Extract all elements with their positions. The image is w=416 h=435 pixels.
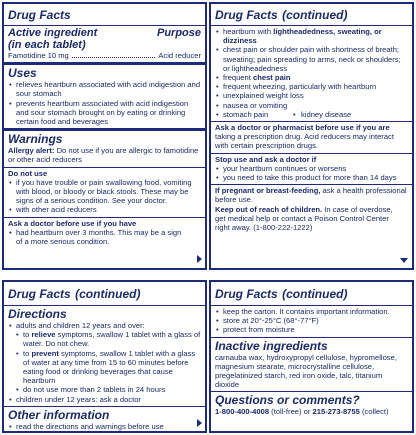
list-item: • with other acid reducers [16,205,201,214]
continue-arrow-icon [400,258,408,263]
list-item: • had heartburn over 3 months. This may be a sign of a more serious condition. [16,228,201,246]
panel-title [4,282,205,306]
drug-facts-title: Drug Facts [215,8,278,22]
continued-label: (continued) [75,287,141,301]
storage-list [215,307,408,335]
continue-arrow-icon [197,255,202,263]
list-item: • prevents heartburn associated with acid indigestion and sour stomach brought on by eating or drinking certain food and beverages [16,99,201,127]
list-item: • heartburn with lightheadedness, sweating, or dizziness [223,27,408,45]
list-item: • frequent chest pain [223,73,408,82]
other-info-header: Other information [8,407,110,422]
list-item: • chest pain or shoulder pain with shortness of breath; sweating; pain spreading to arms, neck or shoulders; or lightheadedness [223,45,408,73]
leader-dots [72,57,156,58]
list-item: • protect from moisture [223,325,408,334]
inactive-ingredients-text: carnauba wax, hydroxypropyl cellulose, hypromellose, magnesium stearate, microcrystalline cellulose, pregelatinized starch, red iron oxide, talc, titanium dioxide [215,352,397,390]
other-info-section [4,407,205,433]
list-item: • if you have trouble or pain swallowing food, vomiting with blood, or bloody or black stools. These may be signs of a serious condition. See your doctor. [16,178,201,206]
panel-title [211,4,412,26]
phone-collect: 215-273-8755 [312,407,360,417]
pregnancy-section: If pregnant or breast-feeding, ask a health professional before use. Keep out of reach of children. In case of overdose, get medical help or contact a Poison Control Center right away. (1-800-222-1222) [215,186,407,233]
stop-use-section [211,154,412,186]
drug-facts-panel-1 [2,2,207,270]
ingredient-name: Famotidine 10 mg [8,51,69,60]
ingredient-purpose: Acid reducer [158,51,201,60]
symptoms-list [215,27,408,119]
uses-header: Uses [8,66,37,81]
drug-facts-title: Drug Facts [215,287,278,301]
list-item: • frequent wheezing, particularly with heartburn [223,82,408,91]
list-item: • store at 20°-25°C (68°-77°F) [223,316,408,325]
ask-doctor-list [8,228,201,246]
drug-facts-panel-3 [2,280,207,433]
list-item: • children under 12 years: ask a doctor [16,395,201,404]
questions-header: Questions or comments? [215,393,360,408]
inactive-ingredients-section [211,338,412,393]
list-item: • read the directions and warnings before use [16,422,201,431]
active-ingredient-section [4,26,205,65]
allergy-alert: Allergy alert: Do not use if you are allergic to famotidine or other acid reducers [8,146,199,165]
uses-list [8,80,201,126]
warnings-section [4,131,205,167]
ask-doctor-header: Ask a doctor before use if you have [8,218,137,228]
do-not-use-section [4,168,205,218]
storage-section [211,306,412,338]
list-item: • to relieve symptoms, swallow 1 tablet with a glass of water. Do not chew. [23,330,201,348]
drug-facts-panel-4 [209,280,414,433]
kidney-disease-item: • kidney disease [293,109,352,119]
list-item: • your heartburn continues or worsens [223,164,408,173]
panel-title [4,4,205,26]
do-not-use-header: Do not use [8,168,48,178]
do-not-use-list [8,178,201,215]
warnings-header: Warnings [8,132,63,147]
questions-section [211,392,412,418]
continued-label: (continued) [282,8,348,22]
active-ingredient-sub: (in each tablet) [8,39,86,51]
continued-label: (continued) [282,287,348,301]
keep-out-of-reach: Keep out of reach of children. In case of overdose, get medical help or contact a Poison Control Center right away. (1-800-222-1222) [215,204,393,233]
drug-facts-panel-2 [209,2,414,270]
list-item: • keep the carton. It contains important information. [223,307,408,316]
inactive-ingredients-header: Inactive ingredients [215,338,328,353]
directions-section [4,306,205,407]
ask-pharmacist-section: Ask a doctor or pharmacist before use if you are taking a prescription drug. Acid reducers may interact with certain prescription drugs. [211,122,412,154]
stop-use-list [215,164,408,182]
list-item: • relieves heartburn associated with acid indigestion and sour stomach [16,80,201,98]
directions-header: Directions [8,307,67,321]
purpose-header: Purpose [156,27,201,39]
list-item: • to prevent symptoms, swallow 1 tablet with a glass of water at any time from 15 to 60 minutes before eating food or drinking beverages that cause heartburn [23,349,201,386]
list-item: • unexplained weight loss [223,91,408,100]
drug-facts-title: Drug Facts [8,8,71,22]
active-ingredient-header: Active ingredient [8,27,98,39]
directions-list [8,321,201,404]
stop-use-header: Stop use and ask a doctor if [215,154,317,164]
ask-doctor-section [4,218,205,249]
list-item: • do not use more than 2 tablets in 24 hours [23,385,201,394]
list-item: • nausea or vomiting [223,101,408,110]
phone-toll-free: 1-800-400-4008 [215,407,270,417]
list-item: • stomach pain • kidney disease [223,110,408,119]
phone-line: 1-800-400-4008 (toll-free) or 215-273-8755 (collect) [215,407,389,417]
other-info-list [8,422,201,431]
list-item: • you need to take this product for more than 14 days [223,173,408,182]
panel-title [211,282,412,306]
drug-facts-title: Drug Facts [8,287,71,301]
symptoms-section [211,26,412,122]
continue-arrow-icon [197,419,202,427]
uses-section [4,65,205,131]
list-item: • adults and children 12 years and over: [16,321,201,330]
